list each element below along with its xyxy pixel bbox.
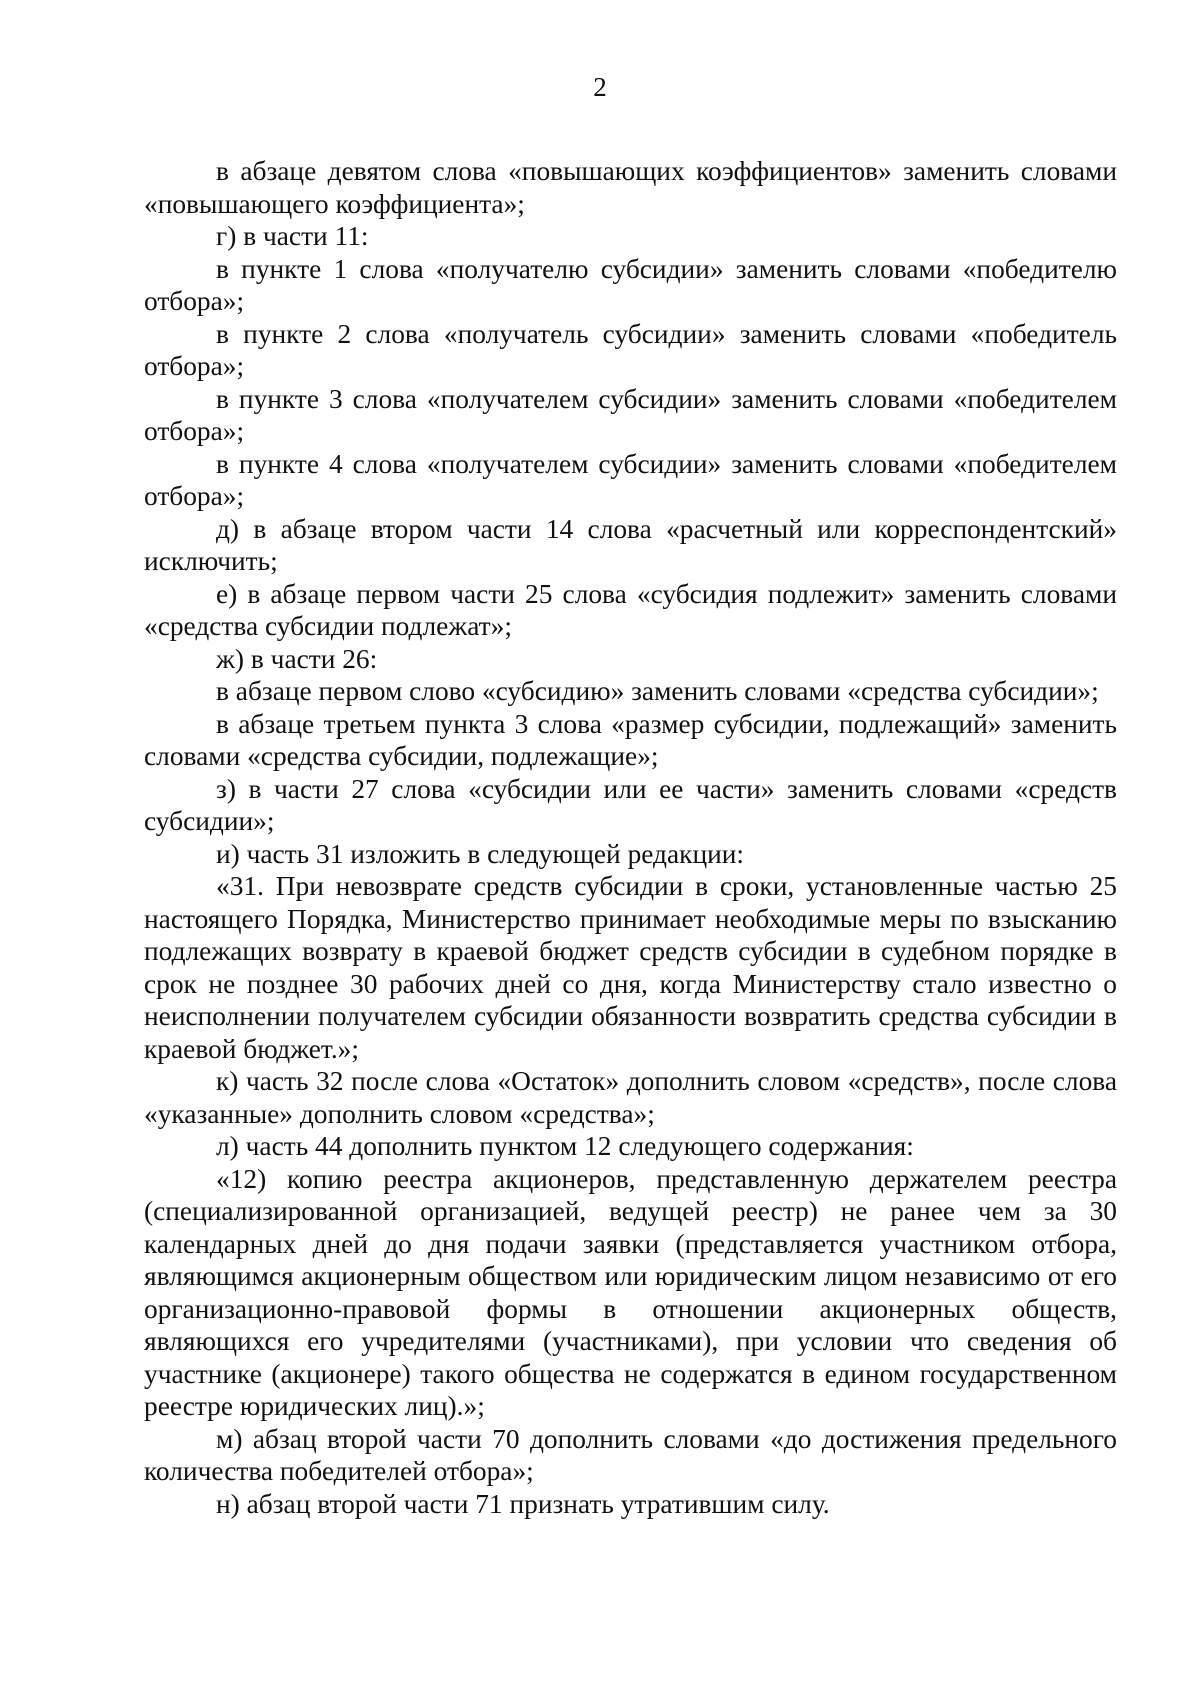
paragraph: г) в части 11: [216,221,369,251]
paragraph: в абзаце третьем пункта 3 слова «размер субсидии, подлежащий» заменить словами «средства субсидии, подлежащие»; [144,708,1117,771]
paragraph: к) часть 32 после слова «Остаток» дополнить словом «средств», после слова «указанные» дополнить словом «средства»; [144,1066,1117,1129]
paragraph: в пункте 2 слова «получатель субсидии» заменить словами «победитель отбора»; [144,318,1117,381]
paragraph: «31. При невозврате средств субсидии в сроки, установленные частью 25 настоящего Порядка, Министерство принимает необходимые меры по взысканию подлежащих возврату в краевой бюджет средств субсидии в судебном порядке в срок не позднее 30 рабочих дней со дня, когда Министерству стало известно о неисполнении получателем субсидии обязанности возвратить средства субсидии в краевой бюджет.»; [144,871,1117,1064]
paragraph: в пункте 1 слова «получателю субсидии» заменить словами «победителю отбора»; [144,253,1117,316]
paragraph: з) в части 27 слова «субсидии или ее части» заменить словами «средств субсидии»; [144,773,1117,836]
paragraph: д) в абзаце втором части 14 слова «расчетный или корреспондентский» исключить; [144,513,1117,576]
page-number: 2 [593,72,607,102]
paragraph: в абзаце девятом слова «повышающих коэффициентов» заменить словами «повышающего коэффициента»; [144,156,1117,219]
paragraph: и) часть 31 изложить в следующей редакции: [216,838,745,869]
paragraph: н) абзац второй части 71 признать утратившим силу. [216,1488,830,1519]
paragraph: е) в абзаце первом части 25 слова «субсидия подлежит» заменить словами «средства субсидии подлежат»; [144,578,1117,641]
paragraph: «12) копию реестра акционеров, представленную держателем реестра (специализированной организацией, ведущей реестр) не ранее чем за 30 календарных дней до дня подачи заявки (представляется участником отбора, являющимся акционерным обществом или юридическим лицом независимо от его организационно-правовой формы в отношении акционерных обществ, являющихся его учредителями (участниками), при условии что сведения об участнике (акционере) такого общества не содержатся в едином государственном реестре юридических лиц).»; [144,1163,1117,1421]
paragraph: л) часть 44 дополнить пунктом 12 следующего содержания: [216,1131,914,1161]
paragraph: в пункте 3 слова «получателем субсидии» заменить словами «победителем отбора»; [144,383,1117,446]
paragraph: ж) в части 26: [216,643,378,674]
document-body [144,155,1117,1520]
paragraph: в абзаце первом слово «субсидию» заменить словами «средства субсидии»; [216,676,1099,706]
paragraph: в пункте 4 слова «получателем субсидии» заменить словами «победителем отбора»; [144,448,1117,511]
paragraph: м) абзац второй части 70 дополнить словами «до достижения предельного количества победителей отбора»; [144,1423,1117,1486]
